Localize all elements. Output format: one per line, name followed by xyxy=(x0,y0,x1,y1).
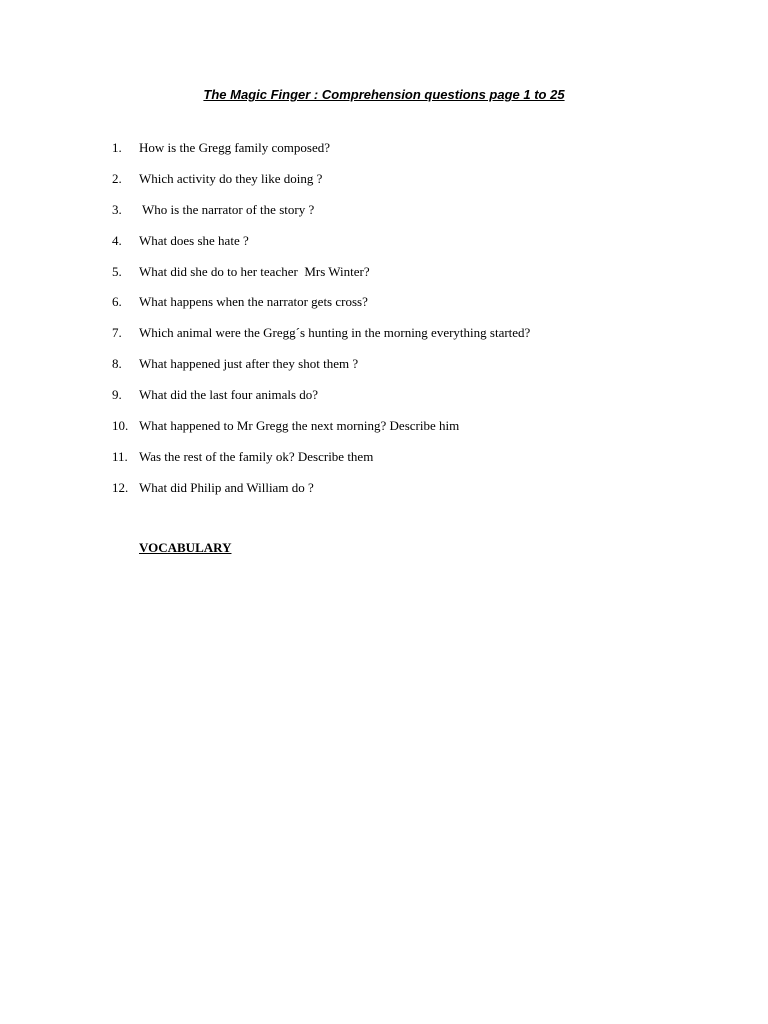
question-number: 3. xyxy=(112,201,122,217)
question-item xyxy=(112,448,732,479)
question-number: 5. xyxy=(112,263,122,279)
question-text: Which activity do they like doing ? xyxy=(139,170,323,186)
question-item xyxy=(112,232,732,263)
question-item xyxy=(112,293,732,324)
question-item xyxy=(112,170,732,201)
question-item xyxy=(112,201,732,232)
question-text: How is the Gregg family composed? xyxy=(139,140,330,155)
vocabulary-heading: VOCABULARY xyxy=(139,540,232,555)
question-text: What does she hate ? xyxy=(139,232,249,248)
question-item xyxy=(112,139,732,170)
question-item xyxy=(112,263,732,294)
question-number: 11. xyxy=(112,448,128,464)
question-text: What did Philip and William do ? xyxy=(139,479,314,495)
question-number: 2. xyxy=(112,170,122,186)
question-text: What happens when the narrator gets cross? xyxy=(139,294,368,310)
question-number: 1. xyxy=(112,140,122,155)
question-number: 10. xyxy=(112,418,129,434)
question-text: What happened just after they shot them ? xyxy=(139,356,359,372)
question-item xyxy=(112,324,732,355)
question-number: 6. xyxy=(112,294,122,310)
question-text: What happened to Mr Gregg the next morning? Describe him xyxy=(139,418,460,434)
question-number: 7. xyxy=(112,325,122,341)
question-text: Who is the narrator of the story ? xyxy=(139,201,315,217)
question-list xyxy=(112,139,732,510)
question-text: What did she do to her teacher Mrs Winter? xyxy=(139,263,370,279)
question-item xyxy=(112,479,732,510)
question-item xyxy=(112,355,732,386)
question-number: 9. xyxy=(112,387,122,403)
question-text: Was the rest of the family ok? Describe them xyxy=(139,448,374,464)
question-text: Which animal were the Gregg´s hunting in the morning everything started? xyxy=(139,325,531,341)
question-number: 4. xyxy=(112,232,122,248)
question-text: What did the last four animals do? xyxy=(139,387,319,403)
question-number: 8. xyxy=(112,356,122,372)
question-item xyxy=(112,417,732,448)
document-title: The Magic Finger : Comprehension questions page 1 to 25 xyxy=(203,87,565,102)
question-number: 12. xyxy=(112,479,129,495)
question-item xyxy=(112,386,732,417)
